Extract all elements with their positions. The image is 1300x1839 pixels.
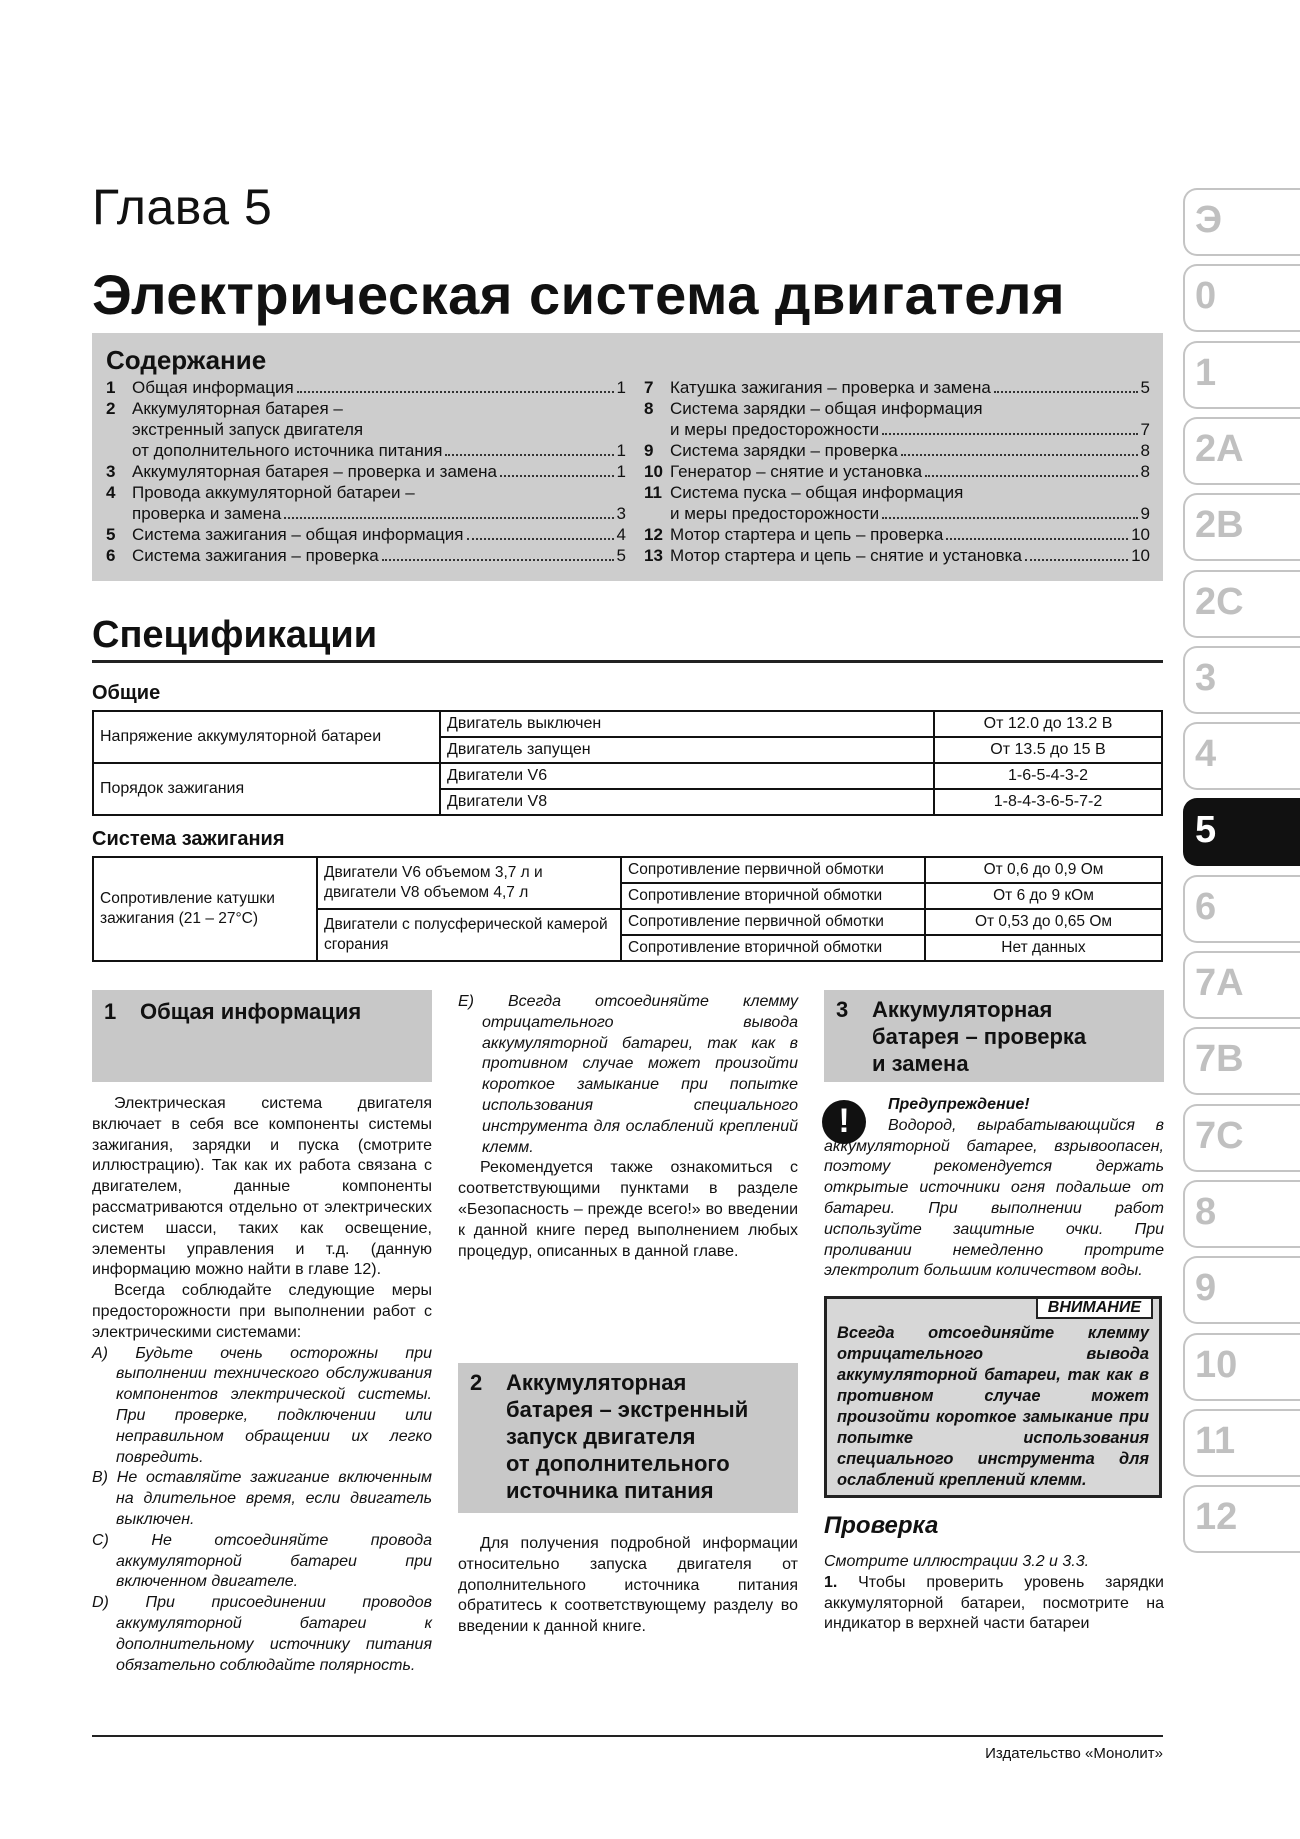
- table-cell: Двигатели V8: [440, 789, 934, 815]
- attention-text: Всегда отсоединяйте клемму отрицательного вывода аккумуляторной батареи, так как в противном случае может произойти короткое замыкание при попытке использования специального инструмента для ослаблений креплений клемм.: [837, 1324, 1149, 1489]
- contents-item: [644, 545, 1150, 566]
- chapter-tab-label: 12: [1195, 1496, 1238, 1539]
- chapter-tab[interactable]: [1183, 341, 1300, 409]
- contents-item-title: Генератор – снятие и установка: [670, 462, 923, 481]
- table-cell: Сопротивление вторичной обмотки: [621, 883, 925, 909]
- column-1: [92, 1094, 432, 1676]
- chapter-tab-label: 2B: [1195, 504, 1244, 547]
- contents-item-title: проверка и замена: [132, 504, 282, 523]
- title-line: батарея – экстренный: [506, 1397, 749, 1422]
- dot-leader: [445, 454, 613, 456]
- list-item: С) Не отсоединяйте провода аккумуляторной батареи при включенном двигателе.: [92, 1531, 432, 1591]
- table-cell: Порядок зажигания: [93, 763, 440, 815]
- contents-item-title: Общая информация: [132, 378, 294, 397]
- dot-leader: [467, 538, 614, 540]
- chapter-tab[interactable]: [1183, 1180, 1300, 1248]
- section-title: Общая информация: [140, 999, 362, 1024]
- chapter-tab-label: 7A: [1195, 962, 1244, 1004]
- chapter-tab[interactable]: [1183, 1027, 1300, 1095]
- section-2-heading: [458, 1363, 798, 1513]
- dot-leader: [994, 391, 1138, 393]
- contents-item: [644, 377, 1150, 398]
- contents-item: [106, 398, 626, 419]
- contents-item: [644, 503, 1150, 524]
- attention-label: ВНИМАНИЕ: [1036, 1297, 1153, 1319]
- dot-leader: [901, 454, 1138, 456]
- chapter-tab-label: 8: [1195, 1190, 1217, 1233]
- chapter-tab[interactable]: [1183, 417, 1300, 485]
- contents-item: [644, 398, 1150, 419]
- ignition-spec-table: [92, 856, 1163, 962]
- contents-item-page: 1: [616, 462, 626, 481]
- contents-item: [106, 482, 626, 503]
- dot-leader: [297, 391, 614, 393]
- contents-item-title: Провода аккумуляторной батареи –: [132, 483, 415, 502]
- list-item: В) Не оставляйте зажигание включенным на длительное время, если двигатель выключен.: [92, 1469, 432, 1528]
- chapter-tab-label: 9: [1195, 1267, 1217, 1310]
- chapter-tab-label: 5: [1195, 809, 1217, 852]
- contents-item-page: 8: [1140, 441, 1150, 460]
- precautions-list-cont: [458, 992, 798, 1158]
- contents-item-number: 10: [644, 462, 663, 481]
- chapter-tab[interactable]: [1183, 1333, 1300, 1401]
- chapter-tab[interactable]: [1183, 1409, 1300, 1477]
- contents-item-title: Система зарядки – общая информация: [670, 399, 983, 418]
- chapter-tab[interactable]: [1183, 570, 1300, 638]
- contents-item-number: 8: [644, 399, 654, 418]
- general-spec-table: [92, 710, 1163, 816]
- list-item: А) Будьте очень осторожны при выполнении технического обслуживания компонентов электрической системы. При проверке, подключении или неправильном обращении их легко повредить.: [92, 1344, 432, 1466]
- chapter-tab-label: 2A: [1195, 427, 1244, 470]
- heading-rule: [92, 660, 1163, 663]
- contents-item-number: 5: [106, 525, 116, 544]
- contents-item: [644, 419, 1150, 440]
- contents-item-title: Система зажигания – общая информация: [132, 525, 464, 544]
- paragraph: Всегда соблюдайте следующие меры предосторожности при выполнении работ с электрическими системами:: [92, 1282, 432, 1341]
- contents-item-title: Мотор стартера и цепь – снятие и установка: [670, 546, 1022, 565]
- contents-item-number: 6: [106, 546, 116, 565]
- section-title: [506, 1369, 748, 1504]
- contents-item: [106, 524, 626, 545]
- page-title: Электрическая система двигателя: [92, 263, 1066, 326]
- dot-leader: [284, 517, 613, 519]
- table-cell: От 13.5 до 15 В: [934, 737, 1162, 763]
- contents-item-number: 1: [106, 378, 116, 397]
- contents-item-number: 11: [644, 483, 662, 502]
- table-cell: 1-8-4-3-6-5-7-2: [934, 789, 1162, 815]
- table-row: [93, 763, 1162, 789]
- table-cell: Сопротивление первичной обмотки: [621, 909, 925, 935]
- contents-item-title: Система зажигания – проверка: [132, 546, 379, 565]
- table-cell: 1-6-5-4-3-2: [934, 763, 1162, 789]
- contents-item-number: 2: [106, 399, 116, 418]
- contents-item-page: 3: [616, 504, 626, 523]
- chapter-tab-label: 6: [1195, 885, 1217, 928]
- dot-leader: [925, 475, 1137, 477]
- contents-item-title: Система пуска – общая информация: [670, 483, 964, 502]
- chapter-label: Глава 5: [92, 179, 273, 235]
- contents-right-column: [644, 377, 1150, 566]
- check-heading: Проверка: [824, 1512, 939, 1539]
- table-cell: Сопротивление катушки зажигания (21 – 27°С): [93, 857, 317, 961]
- chapter-tab-label: 3: [1195, 656, 1217, 699]
- contents-left-column: [106, 377, 626, 566]
- dot-leader: [882, 517, 1137, 519]
- contents-item-number: 4: [106, 483, 116, 502]
- column-2: [458, 992, 798, 1262]
- title-line: источника питания: [506, 1478, 714, 1503]
- ignition-heading: Система зажигания: [92, 828, 285, 850]
- contents-item-title: Мотор стартера и цепь – проверка: [670, 525, 944, 544]
- dot-leader: [382, 559, 614, 561]
- contents-item: [644, 482, 1150, 503]
- contents-item-number: 3: [106, 462, 116, 481]
- title-line: батарея – проверка: [872, 1024, 1087, 1049]
- contents-item-page: 8: [1140, 462, 1150, 481]
- chapter-tab-label: 11: [1195, 1419, 1236, 1462]
- warning-block: [824, 1095, 1164, 1282]
- chapter-tab[interactable]: [1183, 951, 1300, 1019]
- chapter-tab[interactable]: [1183, 646, 1300, 714]
- contents-item: [106, 377, 626, 398]
- section-number: 3: [836, 997, 849, 1022]
- contents-item: [106, 440, 626, 461]
- see-illustrations: Смотрите иллюстрации 3.2 и 3.3.: [824, 1553, 1090, 1570]
- title-line: Аккумуляторная: [506, 1370, 687, 1395]
- table-cell: Сопротивление вторичной обмотки: [621, 935, 925, 961]
- footer-rule: [92, 1735, 1163, 1737]
- paragraph: Рекомендуется также ознакомиться с соответствующими пунктами в разделе «Безопасность – прежде всего!» во введении к данной книге перед выполнением любых процедур, описанных в данной главе.: [458, 1159, 798, 1260]
- table-cell: От 12.0 до 13.2 В: [934, 711, 1162, 737]
- contents-item-page: 9: [1140, 504, 1150, 523]
- contents-item-number: 13: [644, 546, 663, 565]
- table-cell: Напряжение аккумуляторной батареи: [93, 711, 440, 763]
- contents-item-title: экстренный запуск двигателя: [132, 420, 364, 439]
- section-number: 1: [104, 999, 117, 1024]
- contents-item-page: 4: [616, 525, 626, 544]
- table-cell: От 6 до 9 кОм: [925, 883, 1162, 909]
- section-2-body: [458, 1534, 798, 1638]
- contents-item-page: 10: [1131, 546, 1150, 565]
- title-line: Аккумуляторная: [872, 997, 1053, 1022]
- attention-box: [824, 1296, 1162, 1498]
- contents-item: [106, 503, 626, 524]
- table-cell: Двигатели с полусферической камерой сгорания: [317, 909, 621, 961]
- contents-item-title: Система зарядки – проверка: [670, 441, 898, 460]
- contents-item-title: Аккумуляторная батарея –: [132, 399, 343, 418]
- chapter-tab-label: 0: [1195, 275, 1217, 318]
- chapter-tab[interactable]: [1183, 1485, 1300, 1553]
- paragraph: [824, 1573, 1164, 1635]
- table-cell: Сопротивление первичной обмотки: [621, 857, 925, 883]
- contents-item-page: 7: [1140, 420, 1150, 439]
- section-1-heading: [92, 990, 432, 1082]
- chapter-tab-label: 7B: [1195, 1038, 1244, 1081]
- table-cell: Двигатели V6 объемом 3,7 л и двигатели V8 объемом 4,7 л: [317, 857, 621, 909]
- general-heading: Общие: [92, 682, 161, 704]
- contents-heading: Содержание: [106, 345, 267, 375]
- chapter-tab-label: 10: [1195, 1343, 1238, 1386]
- step-text: Чтобы проверить уровень зарядки аккумуляторной батареи, посмотрите на индикатор в верхней части батареи: [824, 1573, 1164, 1633]
- contents-item: [644, 524, 1150, 545]
- chapter-tab[interactable]: [1183, 264, 1300, 332]
- contents-item-page: 5: [616, 546, 626, 565]
- contents-item-page: 10: [1131, 525, 1150, 544]
- contents-item-title: и меры предосторожности: [670, 504, 880, 523]
- chapter-tab[interactable]: [1183, 1256, 1300, 1324]
- warning-text: Водород, вырабатывающийся в аккумуляторной батарее, взрывоопасен, поэтому рекомендуется держать открытые источники огня подальше от батареи. При выполнении работ используйте защитные очки. При проливании немедленно протрите электролит большим количеством воды.: [824, 1116, 1164, 1280]
- contents-item: [106, 461, 626, 482]
- dot-leader: [1025, 559, 1128, 561]
- contents-item-title: Аккумуляторная батарея – проверка и замена: [132, 462, 497, 481]
- chapter-tab-label: 4: [1195, 733, 1217, 776]
- contents-item: [106, 545, 626, 566]
- specifications-heading: Спецификации: [92, 614, 378, 656]
- table-cell: Двигатели V6: [440, 763, 934, 789]
- section-number: 2: [470, 1370, 483, 1395]
- contents-item-number: 9: [644, 441, 654, 460]
- section-3-heading: [824, 990, 1164, 1082]
- chapter-tab[interactable]: [1183, 875, 1300, 943]
- table-cell: От 0,53 до 0,65 Ом: [925, 909, 1162, 935]
- chapter-tab-label: 1: [1195, 351, 1217, 394]
- contents-item-number: 7: [644, 378, 654, 397]
- table-cell: Двигатель запущен: [440, 737, 934, 763]
- contents-item-number: 12: [644, 525, 663, 544]
- dot-leader: [946, 538, 1128, 540]
- dot-leader: [882, 433, 1137, 435]
- list-item: D) При присоединении проводов аккумуляторной батареи к дополнительному источнику питания обязательно соблюдайте полярность.: [92, 1594, 432, 1674]
- contents-item-page: 1: [616, 378, 626, 397]
- chapter-tab[interactable]: [1183, 493, 1300, 561]
- chapter-tab[interactable]: [1183, 188, 1300, 256]
- title-line: от дополнительного: [506, 1451, 730, 1476]
- table-cell: От 0,6 до 0,9 Ом: [925, 857, 1162, 883]
- chapter-tab-label: 2C: [1195, 580, 1244, 623]
- contents-item: [644, 440, 1150, 461]
- warning-icon: !: [822, 1100, 866, 1144]
- table-row: [93, 857, 1162, 883]
- table-cell: Двигатель выключен: [440, 711, 934, 737]
- list-item: E) Всегда отсоединяйте клемму отрицательного вывода аккумуляторной батареи, так как в противном случае может произойти короткое замыкание при попытке использования специального инструмента для ослаблений креплений клемм.: [458, 993, 798, 1156]
- warning-heading: Предупреждение!: [888, 1096, 1030, 1113]
- publisher-footer: Издательство «Монолит»: [985, 1745, 1163, 1762]
- contents-item-title: от дополнительного источника питания: [132, 441, 443, 460]
- contents-item-page: 1: [616, 441, 626, 460]
- contents-item: [106, 419, 626, 440]
- chapter-tab-label: 7C: [1195, 1114, 1244, 1157]
- chapter-tab[interactable]: [1183, 722, 1300, 790]
- title-line: запуск двигателя: [506, 1424, 696, 1449]
- paragraph: Электрическая система двигателя включает в себя все компоненты системы зажигания, зарядки и пуска (смотрите иллюстрацию). Так как их работа связана с двигателем, данные компоненты рассматриваются отдельно от электрических систем шасси, таких как освещение, элементы управления и т.д. (данную информацию можно найти в главе 12).: [92, 1095, 432, 1279]
- table-row: [93, 711, 1162, 737]
- check-body: [824, 1552, 1164, 1635]
- section-title: [872, 996, 1086, 1077]
- title-line: и замена: [872, 1051, 969, 1076]
- chapter-tab-label: Э: [1195, 199, 1223, 241]
- chapter-tab[interactable]: [1183, 1104, 1300, 1172]
- paragraph: Для получения подробной информации относительно запуска двигателя от дополнительного источника питания обратитесь к соответствующему разделу во введении к данной книге.: [458, 1535, 798, 1636]
- contents-item: [644, 461, 1150, 482]
- step-number: 1.: [824, 1573, 838, 1591]
- precautions-list: [92, 1344, 432, 1677]
- chapter-tab[interactable]: [1183, 798, 1300, 866]
- contents-item-title: и меры предосторожности: [670, 420, 880, 439]
- contents-item-title: Катушка зажигания – проверка и замена: [670, 378, 991, 397]
- dot-leader: [500, 475, 614, 477]
- contents-item-page: 5: [1140, 378, 1150, 397]
- table-cell: Нет данных: [925, 935, 1162, 961]
- contents-box: [92, 333, 1163, 581]
